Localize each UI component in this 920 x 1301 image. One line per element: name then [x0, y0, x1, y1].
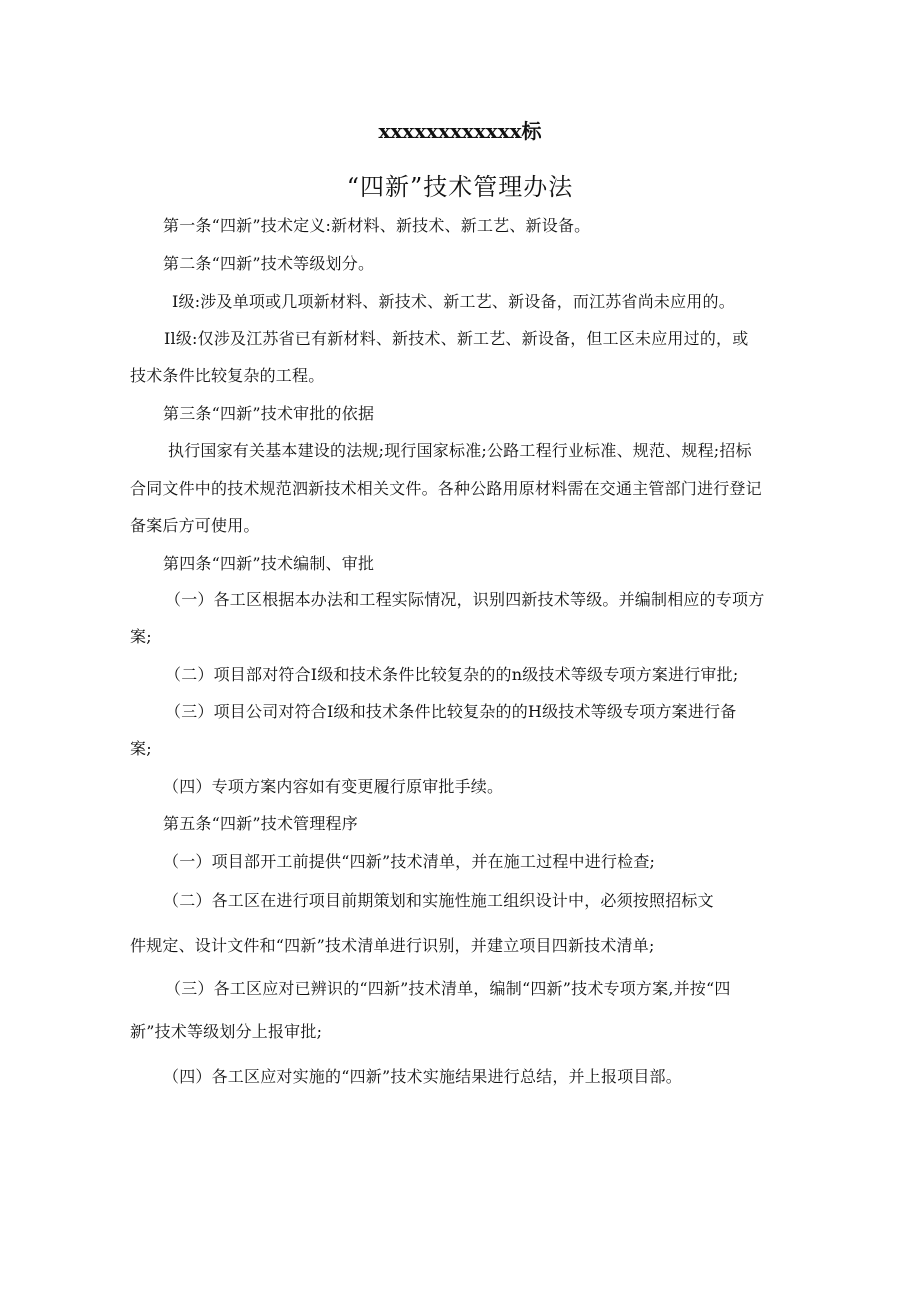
paragraph-line: （三）各工区应对已辨识的“四新”技术清单，编制“四新”技术专项方案,并按“四 — [165, 979, 731, 998]
document-title: xxxxxxxxxxxx标 — [378, 119, 542, 143]
paragraph-line: （一）项目部开工前提供“四新”技术清单，并在施工过程中进行检查; — [163, 852, 656, 871]
paragraph-line: 第二条“四新”技术等级划分。 — [163, 254, 375, 273]
paragraph-line: 件规定、设计文件和“四新”技术清单进行识别，并建立项目四新技术清单; — [130, 936, 655, 955]
paragraph-line: Il级:仅涉及江苏省已有新材料、新技术、新工艺、新设备，但工区未应用过的，或 — [164, 329, 749, 348]
document-subtitle: “四新”技术管理办法 — [346, 173, 574, 201]
paragraph-line: 第一条“四新”技术定义:新材料、新技术、新工艺、新设备。 — [163, 216, 591, 235]
paragraph-line: 执行国家有关基本建设的法规;现行国家标准;公路工程行业标准、规范、规程;招标 — [168, 441, 752, 460]
paragraph-line: 案; — [130, 739, 152, 758]
paragraph-line: 技术条件比较复杂的工程。 — [130, 366, 325, 385]
paragraph-line: 合同文件中的技术规范泗新技术相关文件。各种公路用原材料需在交通主管部门进行登记 — [130, 479, 762, 498]
paragraph-line: 新”技术等级划分上报审批; — [130, 1022, 323, 1041]
paragraph-line: （二）项目部对符合Ⅰ级和技术条件比较复杂的的n级技术等级专项方案进行审批; — [165, 665, 739, 684]
paragraph-line: 备案后方可使用。 — [130, 516, 260, 535]
paragraph-line: （三）项目公司对符合Ⅰ级和技术条件比较复杂的的H级技术等级专项方案进行备 — [165, 702, 737, 721]
paragraph-line: 第五条“四新”技术管理程序 — [163, 814, 358, 833]
paragraph-line: 第三条“四新”技术审批的依据 — [163, 404, 375, 423]
paragraph-line: 第四条“四新”技术编制、审批 — [163, 554, 375, 573]
paragraph-line: Ⅰ级:涉及单项或几项新材料、新技术、新工艺、新设备，而江苏省尚未应用的。 — [172, 292, 735, 311]
paragraph-line: （二）各工区在进行项目前期策划和实施性施工组织设计中，必须按照招标文 — [163, 891, 714, 910]
paragraph-line: 案; — [130, 627, 152, 646]
paragraph-line: （四）专项方案内容如有变更履行原审批手续。 — [163, 777, 504, 796]
paragraph-line: （一）各工区根据本办法和工程实际情况，识别四新技术等级。并编制相应的专项方 — [165, 590, 765, 609]
paragraph-line: （四）各工区应对实施的“四新”技术实施结果进行总结，并上报项目部。 — [163, 1067, 682, 1086]
